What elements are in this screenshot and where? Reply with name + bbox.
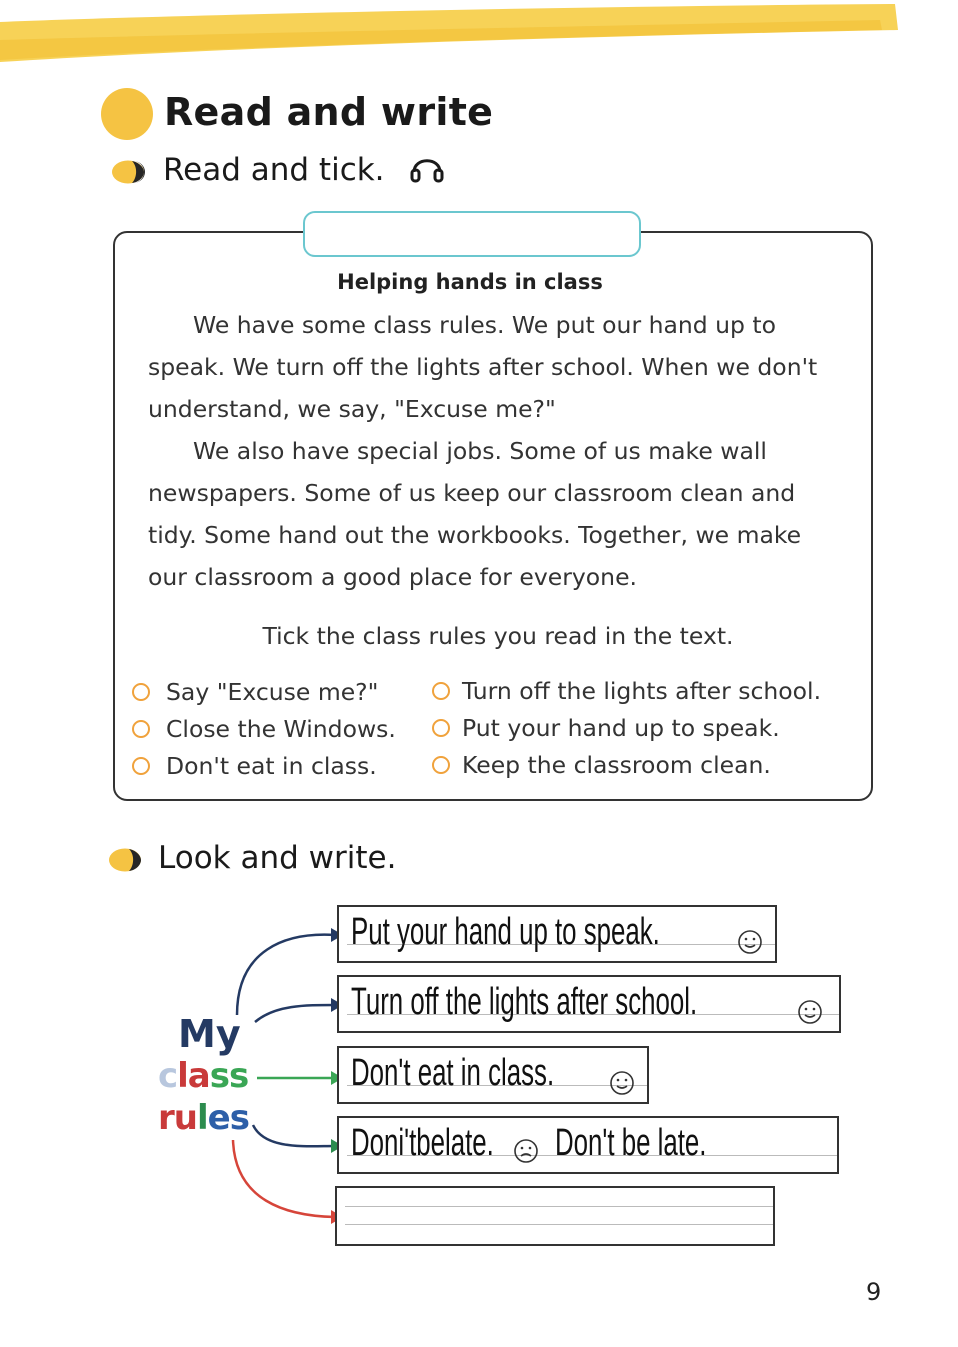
option-label: Close the Windows.: [166, 715, 396, 743]
label-class-part: la: [177, 1056, 210, 1096]
option-label: Say "Excuse me?": [166, 678, 379, 706]
tick-option[interactable]: [432, 714, 780, 742]
tick-option[interactable]: [432, 751, 771, 779]
writing-line: [345, 1206, 773, 1207]
sad-face-icon: [513, 1138, 539, 1164]
tick-circle[interactable]: [432, 682, 450, 700]
answer-box[interactable]: [337, 975, 841, 1033]
tick-circle[interactable]: [432, 756, 450, 774]
tick-circle[interactable]: [132, 683, 150, 701]
handwritten-answer: Don't eat in class.: [351, 1052, 555, 1094]
header-brush-stroke: [0, 0, 958, 70]
answer-box[interactable]: [337, 1116, 839, 1174]
label-rules-part: ru: [158, 1098, 197, 1138]
connector-arrows: [225, 910, 355, 1230]
bullet-icon: [111, 160, 145, 184]
handwritten-answer: Don't be late.: [555, 1122, 707, 1164]
story-paragraph: We also have special jobs. Some of us make wall newspapers. Some of us keep our classroom clean and tidy. Some hand out the workbooks. Together, we make our classroom a good place for everyone.: [148, 437, 802, 591]
handwritten-answer: Put your hand up to speak.: [351, 911, 660, 953]
tick-circle[interactable]: [132, 757, 150, 775]
bullet-icon: [108, 848, 142, 872]
tick-option[interactable]: [132, 715, 396, 743]
tick-option[interactable]: [132, 678, 378, 706]
tick-option[interactable]: [432, 677, 821, 705]
tick-option[interactable]: [132, 752, 377, 780]
smiley-icon: [609, 1070, 635, 1096]
answer-box[interactable]: [337, 1046, 649, 1104]
smiley-icon: [737, 929, 763, 955]
smiley-icon: [797, 999, 823, 1025]
label-my: My: [178, 1012, 241, 1056]
option-label: Keep the classroom clean.: [462, 751, 771, 779]
option-label: Don't eat in class.: [166, 752, 377, 780]
label-class-part: ss: [209, 1056, 249, 1096]
subtitle-read-and-tick: Read and tick.: [163, 152, 385, 188]
label-class-part: c: [158, 1056, 178, 1096]
handwritten-answer: Turn off the lights after school.: [351, 981, 698, 1023]
subtitle-look-and-write: Look and write.: [158, 840, 397, 876]
tick-circle[interactable]: [132, 720, 150, 738]
label-rules-part: l: [196, 1098, 208, 1138]
handwritten-answer: Doni'tbelate.: [351, 1122, 494, 1164]
tick-circle[interactable]: [432, 719, 450, 737]
page-number: 9: [866, 1278, 882, 1306]
story-title: Helping hands in class: [337, 270, 603, 294]
label-rules-part: es: [207, 1098, 249, 1138]
story-text: [148, 304, 843, 598]
writing-line: [345, 1224, 773, 1225]
tick-instruction: Tick the class rules you read in the text.: [262, 622, 734, 650]
story-paragraph: We have some class rules. We put our hand up to speak. We turn off the lights after school. When we don't understand, we say, "Excuse me?": [148, 311, 818, 423]
option-label: Turn off the lights after school.: [462, 677, 822, 705]
option-label: Put your hand up to speak.: [462, 714, 780, 742]
section-dot: [101, 88, 153, 140]
answer-box[interactable]: [337, 905, 777, 963]
headphone-icon[interactable]: [409, 150, 445, 186]
answer-box[interactable]: [335, 1186, 775, 1246]
section-title: Read and write: [164, 90, 494, 134]
title-tab: [303, 211, 641, 257]
